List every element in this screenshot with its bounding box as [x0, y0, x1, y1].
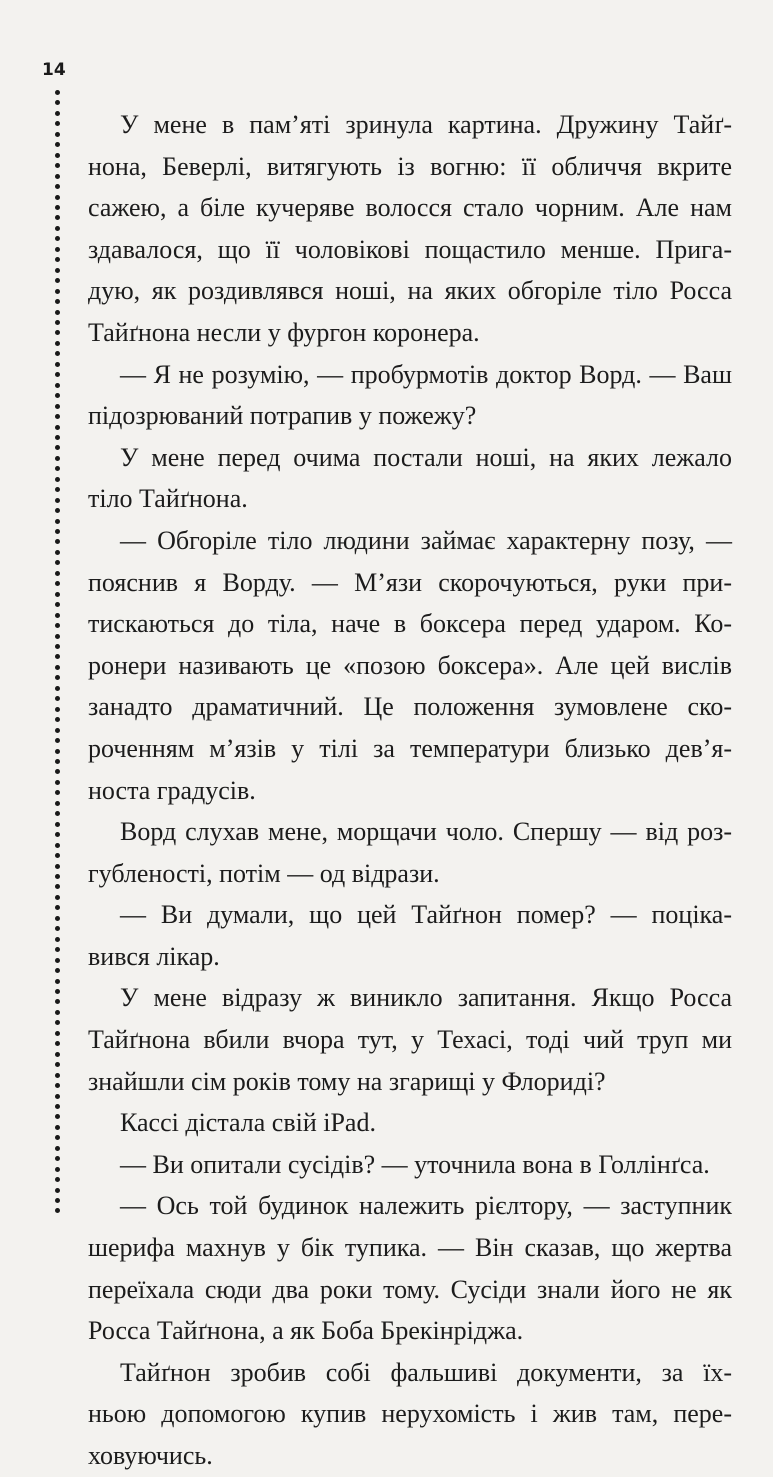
text-line: нона, Беверлі, витягують із вогню: її обличчя вкрите: [88, 151, 732, 181]
paragraph: [88, 894, 732, 977]
text-line: підозрюваний потрапив у пожежу?: [88, 401, 477, 431]
text-line: Кассі дістала свій iPad.: [120, 1108, 376, 1138]
text-line: вився лікар.: [88, 941, 220, 971]
paragraph: [88, 437, 732, 520]
text-line: Тайґнона несли у фургон коронера.: [88, 317, 480, 347]
text-line: — Ось той будинок належить рієлтору, — заступник: [120, 1191, 732, 1221]
text-line: дую, як роздивлявся ноші, на яких обгоріле тіло Росса: [88, 276, 732, 306]
text-line: тискаються до тіла, наче в боксера перед ударом. Ко-: [88, 609, 732, 639]
text-line: У мене в пам’яті зринула картина. Дружину Тайґ-: [120, 110, 732, 139]
text-line: ронери називають це «позою боксера». Але цей вислів: [88, 650, 732, 680]
text-line: — Ви опитали сусідів? — уточнила вона в Голлінґса.: [120, 1149, 710, 1179]
text-line: сажею, а біле кучеряве волосся стало чорним. Але нам: [88, 193, 732, 223]
text-line: Ворд слухав мене, морщачи чоло. Спершу — від роз-: [120, 817, 732, 847]
text-line: — Ви думали, що цей Тайґнон помер? — поціка-: [120, 900, 732, 930]
text-line: носта градусів.: [88, 775, 256, 805]
text-line: Росса Тайґнона, а як Боба Брекінріджа.: [88, 1316, 524, 1346]
text-line: Тайґнон зробив собі фальшиві документи, за їх-: [120, 1357, 732, 1387]
text-line: Тайґнона вбили вчора тут, у Техасі, тоді чий труп ми: [88, 1025, 732, 1055]
text-line: здавалося, що її чоловікові пощастило менше. Прига-: [88, 234, 732, 264]
paragraph: [88, 1185, 732, 1351]
text-line: У мене відразу ж виникло запитання. Якщо Росса: [120, 983, 732, 1013]
text-line: У мене перед очима постали ноші, на яких лежало: [120, 442, 732, 472]
page-number: 14: [42, 60, 66, 80]
body-text: [88, 104, 732, 1477]
text-line: пояснив я Ворду. — М’язи скорочуються, руки при-: [88, 567, 732, 597]
paragraph: [88, 977, 732, 1102]
paragraph: [88, 811, 732, 894]
dotted-margin-rule: [54, 90, 60, 1215]
paragraph: [88, 1102, 732, 1144]
text-line: ховуючись.: [88, 1441, 213, 1470]
text-line: знайшли сім років тому на згарищі у Флориді?: [88, 1066, 606, 1096]
text-line: ньою допомогою купив нерухомість і жив там, пере-: [88, 1399, 732, 1429]
text-line: роченням м’язів у тілі за температури близько дев’я-: [88, 733, 732, 763]
text-line: шерифа махнув у бік тупика. — Він сказав, що жертва: [88, 1233, 732, 1263]
text-line: тіло Тайґнона.: [88, 484, 248, 514]
paragraph: [88, 1352, 732, 1477]
text-line: — Я не розумію, — пробурмотів доктор Ворд. — Ваш: [120, 359, 732, 389]
text-line: переїхала сюди два роки тому. Сусіди знали його не як: [88, 1274, 732, 1304]
paragraph: [88, 104, 732, 354]
paragraph: [88, 1144, 732, 1186]
paragraph: [88, 520, 732, 811]
text-line: занадто драматичний. Це положення зумовлене ско-: [88, 692, 732, 722]
paragraph: [88, 354, 732, 437]
text-line: губленості, потім — од відрази.: [88, 858, 440, 888]
text-line: — Обгоріле тіло людини займає характерну позу, —: [120, 525, 732, 555]
